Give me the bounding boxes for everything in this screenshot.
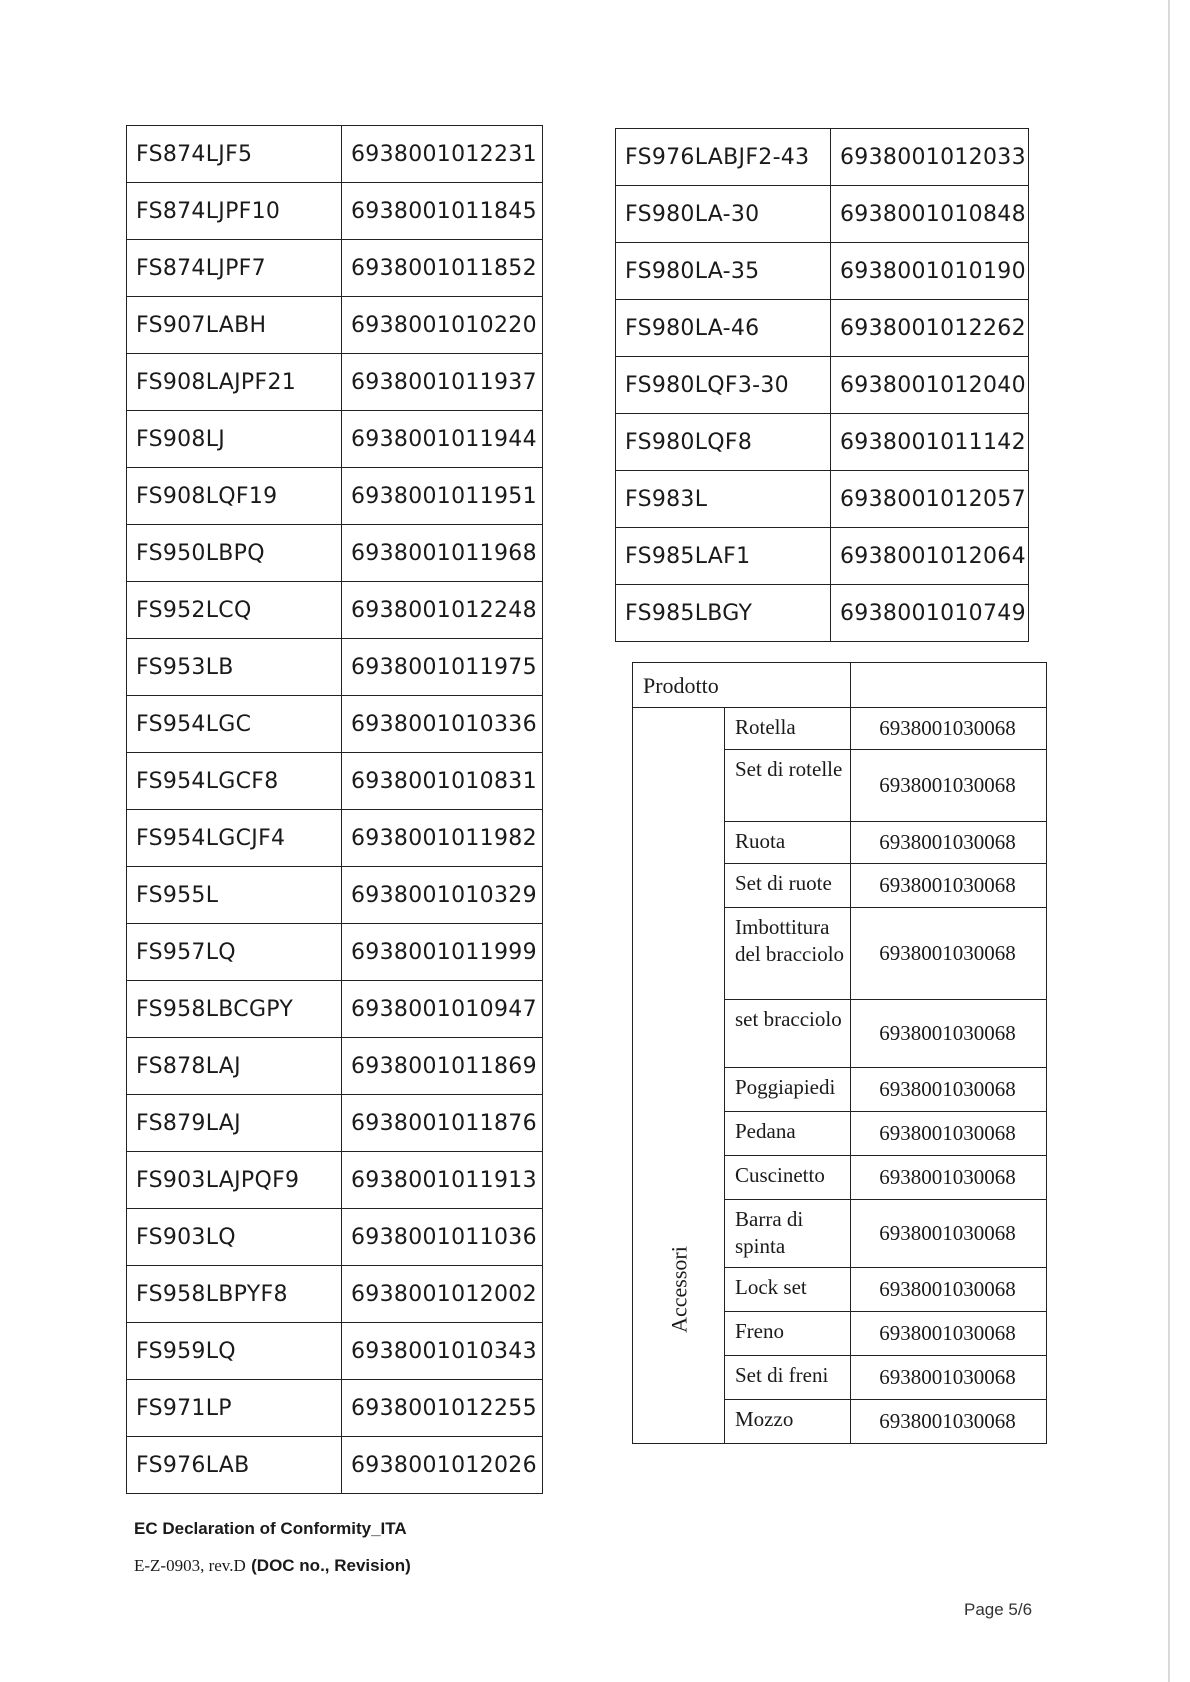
barcode-cell: 6938001011937 bbox=[342, 354, 543, 411]
model-cell: FS908LQF19 bbox=[127, 468, 342, 525]
accessory-code: 6938001030068 bbox=[851, 750, 1047, 822]
left-product-table bbox=[126, 125, 543, 1494]
barcode-cell: 6938001012231 bbox=[342, 126, 543, 183]
barcode-cell: 6938001011876 bbox=[342, 1095, 543, 1152]
model-cell: FS980LQF8 bbox=[616, 414, 831, 471]
barcode-cell: 6938001012002 bbox=[342, 1266, 543, 1323]
model-cell: FS950LBPQ bbox=[127, 525, 342, 582]
barcode-cell: 6938001011869 bbox=[342, 1038, 543, 1095]
barcode-cell: 6938001010749 bbox=[831, 585, 1029, 642]
barcode-cell: 6938001010947 bbox=[342, 981, 543, 1038]
model-cell: FS903LQ bbox=[127, 1209, 342, 1266]
accessory-code: 6938001030068 bbox=[851, 708, 1047, 750]
model-cell: FS985LBGY bbox=[616, 585, 831, 642]
barcode-cell: 6938001010848 bbox=[831, 186, 1029, 243]
barcode-cell: 6938001010190 bbox=[831, 243, 1029, 300]
accessory-code: 6938001030068 bbox=[851, 1000, 1047, 1068]
barcode-cell: 6938001012255 bbox=[342, 1380, 543, 1437]
table-row bbox=[127, 468, 543, 525]
accessory-name: Lock set bbox=[725, 1268, 851, 1312]
model-cell: FS907LABH bbox=[127, 297, 342, 354]
doc-code: E-Z-0903, rev.D bbox=[134, 1556, 246, 1575]
table-row bbox=[616, 300, 1029, 357]
model-cell: FS980LQF3-30 bbox=[616, 357, 831, 414]
table-row bbox=[616, 414, 1029, 471]
accessory-name: Imbottitura del bracciolo bbox=[725, 908, 851, 1000]
accessory-code: 6938001030068 bbox=[851, 1268, 1047, 1312]
model-cell: FS874LJPF10 bbox=[127, 183, 342, 240]
accessory-name: Set di rotelle bbox=[725, 750, 851, 822]
barcode-cell: 6938001011036 bbox=[342, 1209, 543, 1266]
model-cell: FS954LGCJF4 bbox=[127, 810, 342, 867]
barcode-cell: 6938001011852 bbox=[342, 240, 543, 297]
accessory-code: 6938001030068 bbox=[851, 1112, 1047, 1156]
accessories-header-row bbox=[633, 663, 1047, 708]
model-cell: FS903LAJPQF9 bbox=[127, 1152, 342, 1209]
model-cell: FS976LABJF2-43 bbox=[616, 129, 831, 186]
right-product-table bbox=[615, 128, 1029, 642]
accessory-code: 6938001030068 bbox=[851, 1200, 1047, 1268]
table-row bbox=[127, 582, 543, 639]
table-row bbox=[127, 1380, 543, 1437]
table-row bbox=[616, 528, 1029, 585]
table-row bbox=[616, 357, 1029, 414]
barcode-cell: 6938001011982 bbox=[342, 810, 543, 867]
barcode-cell: 6938001011142 bbox=[831, 414, 1029, 471]
accessory-code: 6938001030068 bbox=[851, 1068, 1047, 1112]
document-title: EC Declaration of Conformity_ITA bbox=[134, 1519, 407, 1538]
model-cell: FS878LAJ bbox=[127, 1038, 342, 1095]
model-cell: FS971LP bbox=[127, 1380, 342, 1437]
model-cell: FS874LJPF7 bbox=[127, 240, 342, 297]
model-cell: FS958LBCGPY bbox=[127, 981, 342, 1038]
table-row bbox=[616, 186, 1029, 243]
document-number bbox=[134, 1556, 411, 1576]
model-cell: FS983L bbox=[616, 471, 831, 528]
table-row bbox=[127, 411, 543, 468]
model-cell: FS954LGCF8 bbox=[127, 753, 342, 810]
accessory-name: Ruota bbox=[725, 822, 851, 864]
page-number: Page 5/6 bbox=[964, 1600, 1033, 1619]
model-cell: FS957LQ bbox=[127, 924, 342, 981]
table-row bbox=[616, 243, 1029, 300]
model-cell: FS958LBPYF8 bbox=[127, 1266, 342, 1323]
barcode-cell: 6938001012040 bbox=[831, 357, 1029, 414]
model-cell: FS976LAB bbox=[127, 1437, 342, 1494]
table-row bbox=[127, 981, 543, 1038]
accessory-name: Set di ruote bbox=[725, 864, 851, 908]
accessory-name: set bracciolo bbox=[725, 1000, 851, 1068]
barcode-cell: 6938001010831 bbox=[342, 753, 543, 810]
barcode-cell: 6938001010343 bbox=[342, 1323, 543, 1380]
model-cell: FS980LA-30 bbox=[616, 186, 831, 243]
table-row bbox=[616, 585, 1029, 642]
accessory-name: Poggiapiedi bbox=[725, 1068, 851, 1112]
barcode-cell: 6938001011975 bbox=[342, 639, 543, 696]
table-row bbox=[127, 639, 543, 696]
barcode-cell: 6938001011913 bbox=[342, 1152, 543, 1209]
barcode-cell: 6938001011968 bbox=[342, 525, 543, 582]
table-row bbox=[127, 1437, 543, 1494]
barcode-cell: 6938001010336 bbox=[342, 696, 543, 753]
model-cell: FS953LB bbox=[127, 639, 342, 696]
model-cell: FS954LGC bbox=[127, 696, 342, 753]
barcode-cell: 6938001010329 bbox=[342, 867, 543, 924]
table-row bbox=[127, 1095, 543, 1152]
table-row bbox=[127, 240, 543, 297]
table-row bbox=[127, 297, 543, 354]
table-row bbox=[127, 1266, 543, 1323]
accessory-code: 6938001030068 bbox=[851, 864, 1047, 908]
barcode-cell: 6938001012064 bbox=[831, 528, 1029, 585]
accessories-group-cell bbox=[633, 708, 725, 1444]
accessory-name: Freno bbox=[725, 1312, 851, 1356]
table-row bbox=[127, 354, 543, 411]
barcode-cell: 6938001011845 bbox=[342, 183, 543, 240]
model-cell: FS874LJF5 bbox=[127, 126, 342, 183]
accessory-name: Mozzo bbox=[725, 1400, 851, 1444]
table-row bbox=[127, 696, 543, 753]
table-row bbox=[127, 753, 543, 810]
accessory-code: 6938001030068 bbox=[851, 1312, 1047, 1356]
model-cell: FS908LJ bbox=[127, 411, 342, 468]
table-row bbox=[616, 129, 1029, 186]
barcode-cell: 6938001012262 bbox=[831, 300, 1029, 357]
accessories-group-label: Accessori bbox=[666, 1246, 691, 1333]
barcode-cell: 6938001011999 bbox=[342, 924, 543, 981]
barcode-cell: 6938001012057 bbox=[831, 471, 1029, 528]
table-row bbox=[127, 183, 543, 240]
model-cell: FS985LAF1 bbox=[616, 528, 831, 585]
accessory-name: Barra di spinta bbox=[725, 1200, 851, 1268]
table-row bbox=[127, 126, 543, 183]
table-row bbox=[616, 471, 1029, 528]
table-row bbox=[127, 1323, 543, 1380]
accessory-name: Rotella bbox=[725, 708, 851, 750]
barcode-cell: 6938001010220 bbox=[342, 297, 543, 354]
accessory-code: 6938001030068 bbox=[851, 822, 1047, 864]
product-header-label: Prodotto bbox=[633, 663, 851, 708]
accessory-code: 6938001030068 bbox=[851, 1400, 1047, 1444]
table-row bbox=[127, 1038, 543, 1095]
table-row bbox=[127, 924, 543, 981]
barcode-cell: 6938001011951 bbox=[342, 468, 543, 525]
barcode-cell: 6938001011944 bbox=[342, 411, 543, 468]
model-cell: FS959LQ bbox=[127, 1323, 342, 1380]
accessory-name: Set di freni bbox=[725, 1356, 851, 1400]
accessory-code: 6938001030068 bbox=[851, 1356, 1047, 1400]
accessory-code: 6938001030068 bbox=[851, 1156, 1047, 1200]
barcode-cell: 6938001012033 bbox=[831, 129, 1029, 186]
table-row bbox=[127, 1152, 543, 1209]
page-edge-line bbox=[1168, 0, 1170, 1682]
barcode-cell: 6938001012248 bbox=[342, 582, 543, 639]
model-cell: FS908LAJPF21 bbox=[127, 354, 342, 411]
table-row bbox=[127, 810, 543, 867]
accessory-row bbox=[633, 708, 1047, 750]
accessory-name: Cuscinetto bbox=[725, 1156, 851, 1200]
model-cell: FS980LA-46 bbox=[616, 300, 831, 357]
table-row bbox=[127, 867, 543, 924]
doc-label: (DOC no., Revision) bbox=[251, 1556, 411, 1575]
table-row bbox=[127, 1209, 543, 1266]
product-header-value bbox=[851, 663, 1047, 708]
barcode-cell: 6938001012026 bbox=[342, 1437, 543, 1494]
model-cell: FS955L bbox=[127, 867, 342, 924]
model-cell: FS952LCQ bbox=[127, 582, 342, 639]
accessory-code: 6938001030068 bbox=[851, 908, 1047, 1000]
table-row bbox=[127, 525, 543, 582]
accessories-table bbox=[632, 662, 1047, 1444]
model-cell: FS879LAJ bbox=[127, 1095, 342, 1152]
accessory-name: Pedana bbox=[725, 1112, 851, 1156]
model-cell: FS980LA-35 bbox=[616, 243, 831, 300]
